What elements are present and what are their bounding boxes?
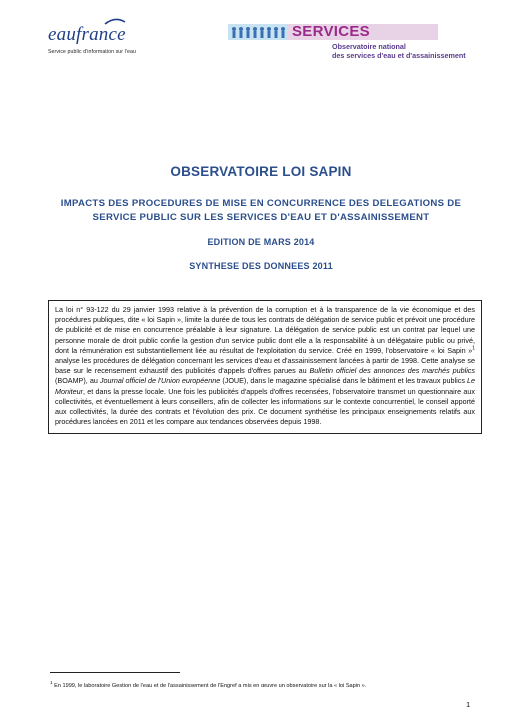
eaufrance-wordmark: eaufrance [48,24,126,46]
eaufrance-logo [48,24,158,55]
document-title: OBSERVATOIRE LOI SAPIN [170,164,352,179]
summary-text-1: La loi n° 93-122 du 29 janvier 1993 relative à la prévention de la corruption et à la transparence de la vie économique et des procédures publiques, dite « loi Sapin », limite la durée de tous les contrats de délégation de service public et prévoit une procédure de publicité et de mise en concurrence préalable à leur signature. La délégation de service public est un contrat par lequel une personne morale de droit public confie la gestion d'un service public dont elle a la responsabilité à un délégataire public ou privé, dont la rémunération est substantiellement liée au résultat de l'exploitation du service. Créé en 1999, l'observatoire « loi Sapin » [55,305,475,355]
people-icon [228,22,288,50]
services-brand: SERVICES [292,23,370,40]
page-number: 1 [466,700,471,709]
footnote-text: En 1999, le laboratoire Gestion de l'eau et de l'assainissement de l'Engref a mis en œuvre un observatoire sur la « loi Sapin ». [52,682,367,689]
observatoire-line-1: Observatoire national [332,42,406,51]
swoosh-icon [104,18,126,26]
footnote [50,680,480,689]
boamp-title: Bulletin officiel des annonces des marchés publics [309,366,475,376]
edition-label: EDITION DE MARS 2014 [207,237,315,247]
footnote-divider [50,672,180,673]
footnote-number: 1 [50,680,53,685]
footnote-reference[interactable]: 1 [472,345,475,352]
summary-text-2: analyse les procédures de délégation concernant les services d'eau et d'assainissement lancées à partir de 1998. Cette analyse se base sur le recensement exhaustif des publicités d'appels d'offres parues au [55,356,475,376]
document-subtitle: IMPACTS DES PROCEDURES DE MISE EN CONCURRENCE DES DELEGATIONS DE SERVICE PUBLIC SUR LES SERVICES D'EAU ET D'ASSAINISSEMENT [60,198,462,223]
eaufrance-tagline: Service public d'information sur l'eau [48,49,136,55]
summary-text-5: , et dans la presse locale. Une fois les publicités d'appels d'offres recensées, l'observatoire transmet un questionnaire aux collectivités, et éventuellement à leurs conseillers, afin de collecter les informations sur le contexte concurrentiel, le conseil apporté aux collectivités, la durée des contrats et l'évolution des prix. Ce document synthétise les principaux enseignements relatifs aux procédures lancées en 2011 et les compare aux tendances observées depuis 1998. [55,386,475,427]
summary-box [48,300,482,434]
services-logo [228,22,488,62]
moniteur-title: Le Moniteur [55,376,476,396]
summary-text-4: (JOUE), dans le magazine spécialisé dans le bâtiment et les travaux publics [220,376,468,386]
synthese-label: SYNTHESE DES DONNEES 2011 [189,261,333,271]
summary-text-3: (BOAMP), au [55,376,100,386]
observatoire-line-2: des services d'eau et d'assainissement [332,51,466,60]
joue-title: Journal officiel de l'Union européenne [99,376,221,386]
